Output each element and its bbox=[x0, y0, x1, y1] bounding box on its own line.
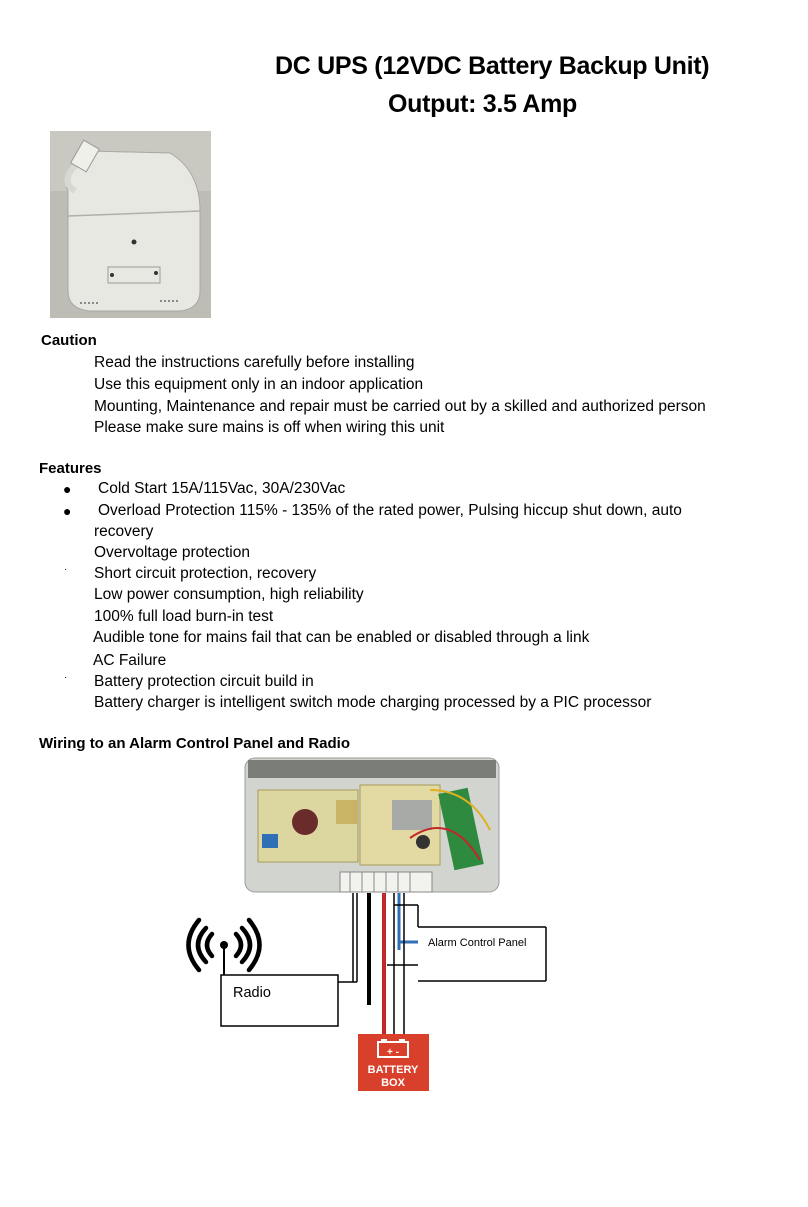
feature-item: recovery bbox=[94, 523, 154, 540]
battery-label-line1: BATTERY bbox=[367, 1064, 419, 1076]
feature-item: Battery protection circuit build in bbox=[94, 673, 314, 690]
feature-item: Battery charger is intelligent switch mode charging processed by a PIC processor bbox=[94, 694, 652, 711]
feature-item: 100% full load burn-in test bbox=[94, 608, 274, 625]
caution-item: Mounting, Maintenance and repair must be carried out by a skilled and authorized person bbox=[94, 398, 706, 415]
feature-item: Short circuit protection, recovery bbox=[94, 565, 317, 582]
feature-item: AC Failure bbox=[93, 652, 167, 669]
feature-item: Cold Start 15A/115Vac, 30A/230Vac bbox=[98, 480, 346, 497]
radio-box bbox=[221, 975, 338, 1026]
feature-item: Low power consumption, high reliability bbox=[94, 586, 364, 603]
bullet-icon: ● bbox=[63, 481, 72, 497]
bullet-icon: · bbox=[64, 564, 68, 575]
feature-item: Audible tone for mains fail that can be enabled or disabled through a link bbox=[93, 629, 590, 646]
bullet-icon: · bbox=[64, 672, 68, 683]
wiring-heading: Wiring to an Alarm Control Panel and Radio bbox=[39, 735, 350, 752]
radio-antenna-icon bbox=[189, 920, 260, 975]
features-heading: Features bbox=[39, 460, 102, 477]
battery-box bbox=[358, 1034, 429, 1091]
feature-item: Overload Protection 115% - 135% of the rated power, Pulsing hiccup shut down, auto bbox=[98, 502, 682, 519]
caution-item: Use this equipment only in an indoor application bbox=[94, 376, 424, 393]
ups-board-photo bbox=[245, 758, 499, 892]
battery-label-line2: BOX bbox=[381, 1077, 405, 1089]
page-subtitle: Output: 3.5 Amp bbox=[388, 90, 578, 118]
caution-item: Please make sure mains is off when wiring this unit bbox=[94, 419, 445, 436]
alarm-control-panel-label: Alarm Control Panel bbox=[428, 937, 527, 949]
feature-item: Overvoltage protection bbox=[94, 544, 250, 561]
caution-heading: Caution bbox=[41, 332, 97, 349]
bullet-icon: ● bbox=[63, 503, 72, 519]
page-title: DC UPS (12VDC Battery Backup Unit) bbox=[275, 52, 710, 80]
caution-item: Read the instructions carefully before installing bbox=[94, 354, 415, 371]
alarm-control-panel-box bbox=[418, 905, 546, 981]
battery-terminal-marks: + - bbox=[387, 1047, 399, 1058]
radio-label: Radio bbox=[233, 985, 271, 1001]
